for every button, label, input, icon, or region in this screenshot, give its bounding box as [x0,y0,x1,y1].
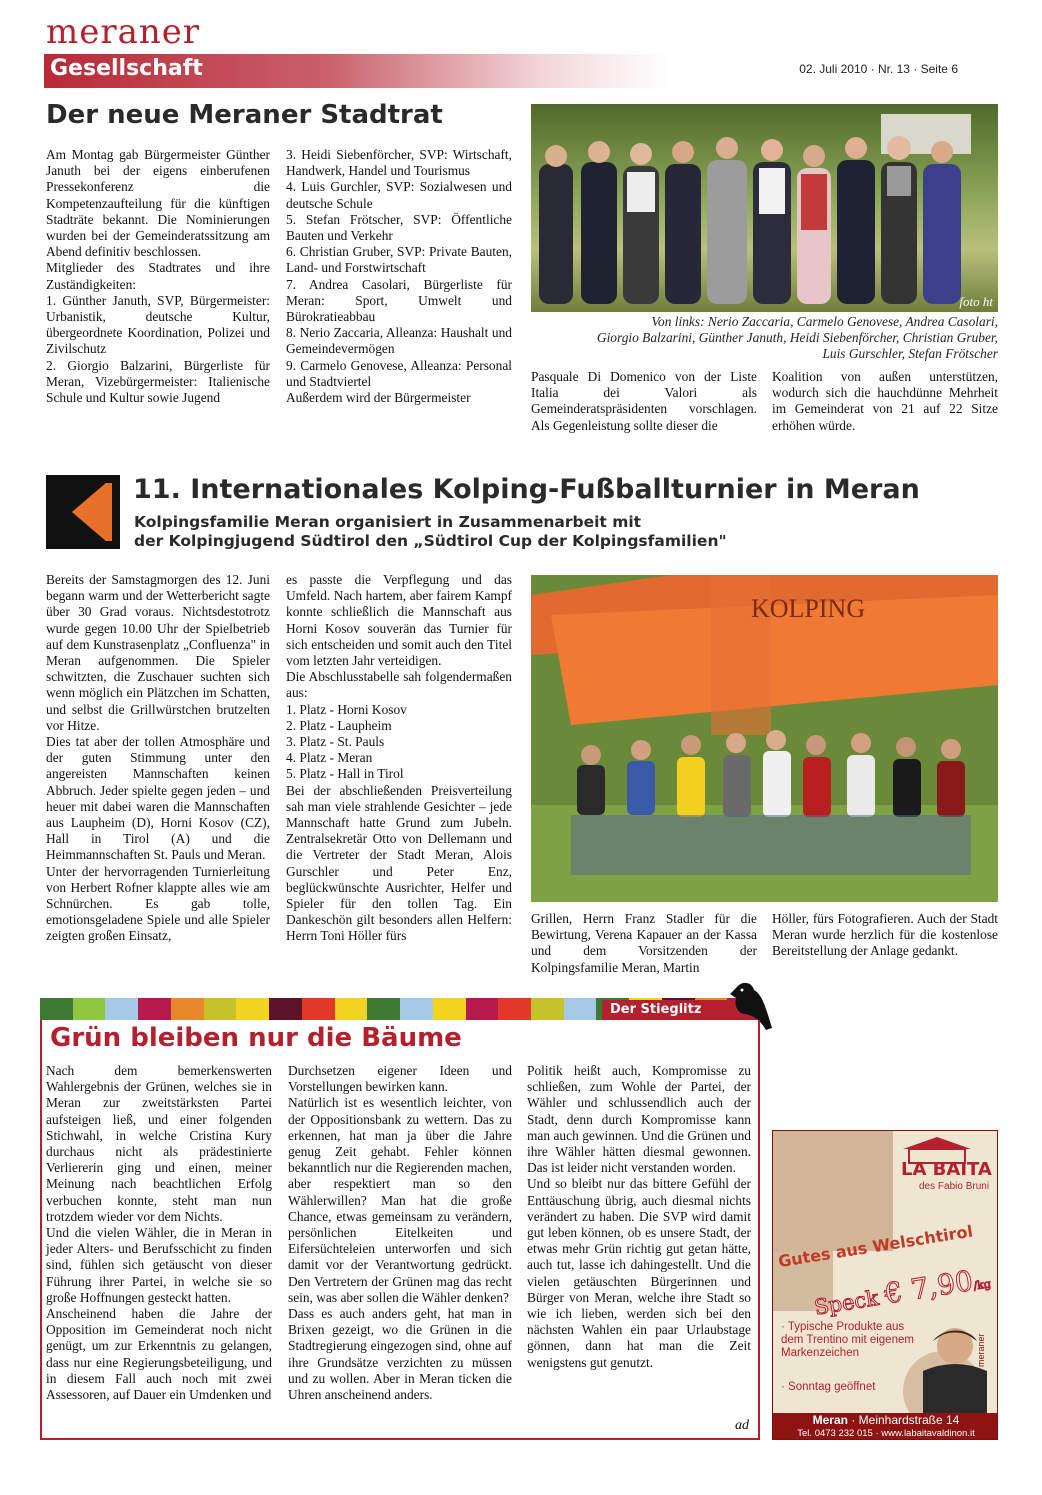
article3-signature: ad [735,1418,749,1433]
ad-brand: LA BAITA [901,1159,992,1180]
stripe-segment [335,998,368,1020]
article2-subtitle: Kolpingsfamilie Meran organisiert in Zusammenarbeit mit der Kolpingjugend Südtirol den „Südtirol Cup der Kolpingsfamilien" [134,513,727,550]
kolping-k-icon [46,475,120,549]
photo-caption: Von links: Nerio Zaccaria, Carmelo Genovese, Andrea Casolari, Giorgio Balzarini, Günther Januth, Heidi Siebenförcher, Christian Gruber, Luis Gurschler, Stefan Frötscher [596,314,998,362]
stripe-segment [73,998,106,1020]
stadtrat-group-photo [531,104,998,312]
stripe-segment [302,998,335,1020]
ad-owner: des Fabio Bruni [919,1181,990,1192]
stripe-segment [367,998,400,1020]
kolping-banner-text: KOLPING [751,594,866,623]
article1-title: Der neue Meraner Stadtrat [46,100,443,130]
kolping-logo [46,475,120,549]
article1-col4: Koalition von außen unterstützen, wodurch sich die hauchdünne Mehrheit im Gemeinderat von 21 auf 22 Sitze erhöhen würde. [772,369,998,433]
ad-bullet-2: · Sonntag geöffnet [781,1381,876,1393]
stripe-segment [466,998,499,1020]
stripe-segment [400,998,433,1020]
kolping-tournament-photo [531,575,998,902]
article3-col2: Durchsetzen eigener Ideen und Vorstellungen bewirken kann. Natürlich ist es wesentlich leichter, von der Oppositionsbank zu wettern. Das zu erkennen, hat man ja über die Jahre genug Zeit gehabt. Fehler können bekanntlich nur die Regierenden machen, aber respektiert man so den Wählerwillen? Man hat die große Chance, etwas gemeinsam zu verändern, persönlichen Eitelkeiten und Eifersüchteleien unterworfen und sich damit vor der Verantwortung gedrückt. Den Vertretern der Grünen mag das recht sein, was aber sollen die Wähler denken? Dass es auch anders geht, hat man in Brixen gezeigt, wo die Grünen in die Stadtregierung eingezogen sind, ohne auf ihre Grundsätze verzichten zu müssen und zu wollen. Aber in Meran ticken die Uhren anscheinend anders. [288,1063,512,1403]
dateline: 02. Juli 2010 · Nr. 13 · Seite 6 [799,62,958,76]
stripe-segment [269,998,302,1020]
stripe-segment [204,998,237,1020]
column-tag: Der Stieglitz [602,1000,758,1020]
section-title: Gesellschaft [50,56,203,81]
stripe-segment [433,998,466,1020]
article2-col1: Bereits der Samstagmorgen des 12. Juni begann warm und der Wetterbericht sagte über 30 Grad voraus. Nichtsdestotrotz wurde gegen 10.00 Uhr der Spielbetrieb auf dem Kunstrasenplatz „Confluenza" in Meran aufgenommen. Die Spieler schwitzten, die Zuschauer suchten sich wenn möglich ein Plätzchen im Schatten, und selbst die Grillwürstchen brutzelten vor Hitze. Dies tat aber der tollen Atmosphäre und der guten Stimmung unter den angereisten Mannschaften keinen Abbruch. Jeder spielte gegen jeden – und heuer mit dabei waren die Mannschaften aus Laupheim (D), Horni Kosov (CZ), Hall in Tirol (A) und die Heimmannschaften St. Pauls und Meran. Unter der hervorragenden Turnierleitung von Herbert Rofner klappte alles wie am Schnürchen. Es gab tolle, emotionsgeladene Spiele und alle Spieler zeigten großen Einsatz, [46,572,270,944]
article2-col3: Grillen, Herrn Franz Stadler für die Bewirtung, Verena Kapauer an der Kassa und dem Vorsitzenden der Kolpingsfamilie Meran, Martin [531,911,757,975]
stripe-segment [40,998,73,1020]
section-rubric [44,54,670,88]
la-baita-ad [772,1130,998,1440]
ad-headline: Gutes aus Welschtirol [776,1221,975,1272]
masthead-logo: meraner [46,12,201,52]
stripe-segment [531,998,564,1020]
stripe-segment [564,998,597,1020]
article2-col2: es passte die Verpflegung und das Umfeld. Nach hartem, aber fairem Kampf konnte schließlich die Mannschaft aus Horni Kosov souverän das Turnier für sich entscheiden und somit auch den Titel vom letzten Jahr verteidigen. Die Abschlusstabelle sah folgendermaßen aus: 1. Platz - Horni Kosov 2. Platz - Laupheim 3. Platz - St. Pauls 4. Platz - Meran 5. Platz - Hall in Tirol Bei der abschließenden Preisverteilung sah man viele strahlende Gesichter – jede Mannschaft hatte Grund zum Jubeln. Zentralsekretär Otto von Dellemann und die Vertreter der Stadt Meran, Alois Gurschler und Peter Enz, beglückwünschte Ausrichter, Helfer und Spieler für den tollen Tag. Ein Dankeschön gilt besonders allen Helfern: Herrn Toni Höller fürs [286,572,512,944]
ad-side-label: meraner [976,1333,986,1367]
stripe-segment [236,998,269,1020]
article3-col1: Nach dem bemerkenswerten Wahlergebnis der Grünen, welches sie in Meran zur zweitstärksten Partei aufsteigen ließ, und einer folgenden Stichwahl, in welche Cristina Kury durchaus nicht als prädestinierte Verliererin ging und einen, meiner Meinung nach beachtlichen Erfolg verbuchen konnte, steht man nun trotzdem wieder vor dem Nichts. Und die vielen Wähler, die in Meran in jeder Alters- und Berufsschicht zu finden sind, fühlen sich getäuscht von dieser Führung ihrer Partei, in welche sie so große Hoffnungen gesteckt hatten. Anscheinend haben die Jahre der Opposition im Gemeinderat noch nicht genügt, um zur Erkenntnis zu gelangen, dass nur eine Regierungsbeteiligung, und in diesem Fall auch noch mit zwei Assessoren, auf Dauer ein Umdenken und [46,1063,272,1403]
article1-col2: 3. Heidi Siebenförcher, SVP: Wirtschaft, Handwerk, Handel und Tourismus 4. Luis Gurchler, SVP: Sozialwesen und deutsche Schule 5. Stefan Frötscher, SVP: Öffentliche Bauten und Verkehr 6. Christian Gruber, SVP: Private Bauten, Land- und Forstwirtschaft 7. Andrea Casolari, Bürgerliste für Meran: Sport, Umwelt und Bürokratieabbau 8. Nerio Zaccaria, Alleanza: Haushalt und Gemeindevermögen 9. Carmelo Genovese, Alleanza: Personal und Stadtviertel Außerdem wird der Bürgermeister [286,147,512,406]
ad-footer: Meran · Meinhardstraße 14 Tel. 0473 232 015 · www.labaitavaldinon.it [773,1413,998,1440]
stripe-segment [171,998,204,1020]
stripe-segment [138,998,171,1020]
article1-col3: Pasquale Di Domenico von der Liste Italia dei Valori als Gemeinderatspräsidenten vorschlagen. Als Gegenleistung sollte dieser die [531,369,757,433]
ad-product: Speck € 7,90/kg [812,1264,992,1320]
article1-col1: Am Montag gab Bürgermeister Günther Januth bei der eigens einberufenen Pressekonferenz die Kompetenzaufteilung für die künftigen Stadträte bekannt. Die Nominierungen wurden bei der Gemeinderatssitzung am Abend definitiv beschlossen. Mitglieder des Stadtrates und ihre Zuständigkeiten: 1. Günther Januth, SVP, Bürgermeister: Urbanistik, deutsche Kultur, übergeordnete Koordination, Polizei und Zivilschutz 2. Giorgio Balzarini, Bürgerliste für Meran, Vizebürgermeister: Italienische Schule und Kultur sowie Jugend [46,147,270,406]
stripe-segment [105,998,138,1020]
stripe-segment [498,998,531,1020]
photo-credit: foto ht [959,294,993,309]
article2-col4: Höller, fürs Fotografieren. Auch der Stadt Meran wurde herzlich für die kostenlose Bereitstellung der Anlage gedankt. [772,911,998,959]
article3-col3: Politik heißt auch, Kompromisse zu schließen, zum Wohle der Partei, der Wähler und schlussendlich auch der Stadt, denn durch Kompromisse kann man auch gewinnen. Und die Grünen und ihre Wähler hätten diesmal gewonnen. Das ist leider nicht verstanden worden. Und so bleibt nur das bittere Gefühl der Enttäuschung übrig, auch diesmal nichts verändert zu haben. Die SVP wird damit gut leben können, ob es unsere Stadt, der etwas mehr Grün richtig gut getan hätte, auch tut, lasse ich dahingestellt. Und die vielen getäuschten Bürgerinnen und Bürger von Meran, welche ihre Stadt so wie ich lieben, werden sich bei den nächsten Wahlen ein paar Urlaubstage gönnen, dann hat man die Zeit wenigstens gut genutzt. [527,1063,751,1370]
article2-title: 11. Internationales Kolping-Fußballturnier in Meran [133,474,920,505]
ad-bullet-1: · Typische Produkte aus dem Trentino mit eigenem Markenzeichen [781,1321,914,1359]
article3-title: Grün bleiben nur die Bäume [50,1023,462,1053]
